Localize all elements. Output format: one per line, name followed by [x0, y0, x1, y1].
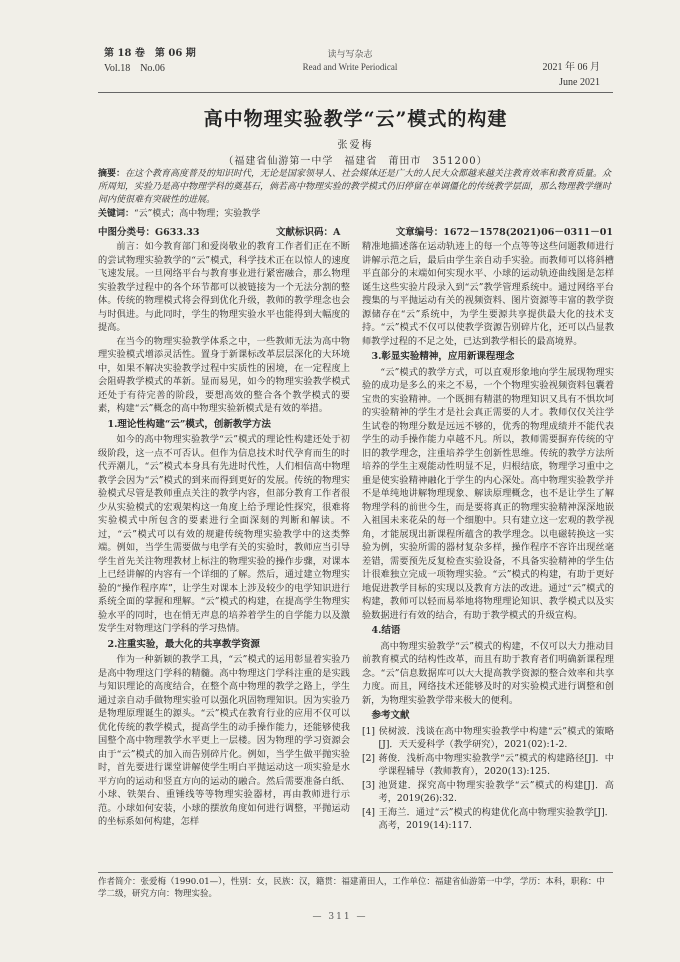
keywords-label: 关键词：: [98, 209, 135, 219]
body-paragraph: 精准地描述落在运动轨迹上的每一个点等等这些问题教师进行讲解示范之后，最后由学生亲自动手实验。而教师可以将斜槽平直部分的末端如何实现水平、小球的运动轨迹曲线图是怎样诞生这些实验片段录入到“云”教学管理系统中。通过网络平台搜集的与平抛运动有关的视频资料、图片资源等丰富的教学资源储存在“云”系统中，为学生要源共享提供最大化的技术支持。“云”模式不仅可以使教学资源告别碎片化，还可以凸显教师教学过程的不足之处，已达到教学相长的最高境界。: [362, 241, 614, 347]
journal-name: [270, 48, 430, 74]
reference-item: [362, 752, 614, 779]
article-title: 高中物理实验教学“云”模式的构建: [203, 108, 508, 130]
reference-text: 侯树波．浅谈在高中物理实验教学中构建“云”模式的策略[J]．天天爱科学（教学研究），2021(02):1-2.: [378, 725, 614, 750]
reference-number: [3]: [362, 779, 376, 791]
keywords: [98, 208, 613, 221]
journal-date: [520, 60, 600, 90]
body-paragraph: “云”模式的教学方式，可以直观形象地向学生展现物理实验的成功是多么的来之不易，一个个物理实验视频资料包囊着宝贵的实验精神。一个既拥有精湛的物理知识又具有不惧坎坷的实验精神的学生才是社会真正需要的人才。教师仅仅关注学生试卷的物理分数是远远不够的，优秀的物理成绩并不能代表学生的动手操作能力卓越不凡。所以，教师需要摒弃传统的守旧的教学理念，注重培养学生创新性思维。传统的教学方法所培养的学生主观能动性明显不足，归根结底，物理学习重中之重是使实验精神融化于学生的内心深处。高中物理实验教学并不是单纯地讲解物理现象、解读原理概念，也不是让学生了解物理学科的前世今生，而是要将真正的物理实验精神深深地嵌入祖国未来花朵的每一个细胞中。只有建立这一宏观的教学视角，才能展现出新课程所蕴含的教学理念。以电磁转换这一实验为例，实验所需的器材复杂多样，操作程序不容许出现丝毫差错，需要预先反复检查实验设备，不具备实验精神的学生估计很难独立完成一项物理实验。“云”模式的构建，有助于更好地促进教学目标的实现以及教育方法的改进。通过“云”模式的构建，教师可以轻而易举地将物理理论知识、教学模式以及实验数据进行有效的结合，有助于教学模式的升级宣构。: [362, 366, 614, 621]
article-author: 张爱梅: [337, 140, 374, 151]
reference-item: [362, 725, 614, 752]
page-number: — 311 —: [312, 912, 368, 922]
date-cn: 2021 年 06 月: [542, 62, 600, 73]
body-paragraph: 前言：如今教育部门和爱岗敬业的教育工作者们正在不断的尝试物理实验教学的“云”模式，科学技术正在以惊人的速度飞速发展。一旦网络平台与教育事业进行紧密融合，那么物理实验教学过程中的各个环节都可以被链接为一个无法分割的整体。传统的物理模式将会得到优化升级，教师的教学理念也会与时俱进。与此同时，学生的物理实验水平也能得到大幅度的提高。: [98, 241, 350, 333]
reference-text: 蒋俊．浅析高中物理实验教学“云”模式的构建路径[J]．中学课程辅导（教师教育），2020(13):125.: [378, 752, 614, 777]
body-paragraph: 如今的高中物理实验教学“云”模式的理论性构建还处于初级阶段，这一点不可否认。但作为信息技术时代孕育而生的时代弄潮儿，“云”模式本身具有先进时代性，人们相信高中物理教学会因为“云”模式的到来而得到更好的发展。传统的物理实验模式尽管是教师重点关注的教学内容，但部分教育工作者很少从实验模式的宏观架构这一角度上给予理论性探究，很难将实验模式中所包含的要素进行全面深刻的判断和解读。不过，“云”模式可以有效的规避传统物理实验教学中的这类弊端。例如，当学生需要做与电学有关的实验时，教师应当引导学生首先关注物理教材上标注的物理实验的操作步骤，对课本上已经讲解的内容有一个详细的了解。然后，通过建立物理实验的“操作程序库”，让学生对课本上涉及较少的电学知识进行系统全面的掌握和理解。“云”模式的构建，在提高学生物理实验水平的同时，也在悄无声息的培养着学生的自学能力以及激发学生对物理这门学科的学习热情。: [98, 434, 350, 634]
article-number: 文章编号：1672－1578(2021)06－0311－01: [395, 227, 613, 238]
reference-number: [1]: [362, 725, 376, 737]
abstract-text: 在这个教育高度普及的知识时代，无论是国家领导人、社会媒体还是广大的人民大众都越来越关注教育效率和教育质量。众所周知，实验乃是高中物理学科的奠基石，倘若高中物理实验的教学模式仍旧停留在单调僵化的传统教学层面，那么物理教学继时间内使很难有突破性的进展。: [98, 169, 612, 205]
journal-name-cn: 读与写杂志: [327, 49, 373, 59]
issue-cn: 第 18 卷 第 06 期: [104, 48, 196, 59]
right-column: [362, 240, 614, 833]
reference-item: [362, 779, 614, 806]
abstract: [98, 168, 613, 207]
section-heading: 3.彰显实验精神，应用新课程理念: [371, 351, 515, 362]
author-affiliation: （福建省仙游第一中学 福建省 莆田市 351200）: [223, 156, 488, 167]
header-divider: [98, 92, 613, 93]
abstract-label: 摘要：: [98, 169, 126, 179]
journal-volume-issue: [104, 46, 196, 76]
journal-name-en: Read and Write Periodical: [302, 62, 398, 72]
reference-text: 池贤建．探究高中物理实验教学“云”模式的构建[J]．高考，2019(26):32.: [378, 779, 614, 804]
keywords-text: “云”模式；高中物理；实验教学: [134, 209, 261, 219]
section-heading: 2.注重实验，最大化的共享教学资源: [107, 638, 260, 650]
author-footnote: 作者简介：张爱梅（1990.01—），性别：女，民族：汉，籍贯：福建莆田人，工作单位：福建省仙游第一中学，学历：本科，职称：中学二级，研究方向：物理实验。: [98, 877, 605, 899]
reference-number: [2]: [362, 752, 376, 764]
reference-text: 王海兰．通过“云”模式的构建优化高中物理实验教学[J]．高考，2019(14):117.: [378, 806, 614, 831]
body-paragraph: 在当今的物理实验教学体系之中，一些教师无法为高中物理实验模式增添灵活性。置身于新课标改革层层深化的大环境中，如果不解决实验教学过程中实质性的困境，在一定程度上会阻碍教学模式的革新。显而易见，如今的物理实验教学模式还处于有待完善的阶段，要想高效的整合各个教学模式的要素，构建“云”概念的高中物理实验新模式是有效的举措。: [98, 335, 350, 414]
section-heading: 4.结语: [371, 625, 401, 636]
footnote-divider: [98, 872, 613, 873]
body-paragraph: 高中物理实验教学“云”模式的构建，不仅可以大力推动目前教育模式的结构性改革，而且有助于教育者们明确新课程理念。“云”信息数据库可以大大提高教学资源的整合效率和共享力度。而且，网络技术还能够及时的对实验模式进行调整和创新，为物理实验教学带来极大的便利。: [362, 640, 614, 706]
section-heading: 参考文献: [371, 710, 410, 721]
body-paragraph: 作为一种新颖的教学工具，“云”模式的运用彰显着实验乃是高中物理这门学科的精髓。高中物理这门学科注重的是实践与知识理论的高度结合，在整个高中物理的教学之路上，学生通过亲自动手做物理实验可以强化巩固物理知识。因为实验乃是物理原理诞生的源头。“云”模式在教育行业的应用不仅可以优化传统的教学模式，提高学生的动手操作能力，还能够使我国整个高中物理教学水平更上一层楼。因为物理的学习资源会由于“云”模式的加入而告别碎片化。例如，当学生做平抛实验时，首先要进行课堂讲解使学生明白平抛运动这一项实验是水平方向的运动和竖直方向的运动的融合。然后需要准备白纸、小球、铁架台、重锤线等等物理实验器材，再由教师进行示范。小球如何安装，小球的摆放角度如何进行调整，平抛运动的坐标系如何构建，怎样: [98, 654, 350, 827]
left-column: [98, 240, 350, 829]
clc-number: 中图分类号：G633.33: [98, 227, 200, 238]
date-en: June 2021: [559, 77, 600, 88]
document-code: 文献标识码：A: [276, 227, 341, 238]
reference-number: [4]: [362, 806, 376, 818]
reference-item: [362, 806, 614, 833]
issue-en: Vol.18 No.06: [104, 63, 165, 74]
section-heading: 1.理论性构建“云”模式，创新教学方法: [107, 418, 271, 430]
